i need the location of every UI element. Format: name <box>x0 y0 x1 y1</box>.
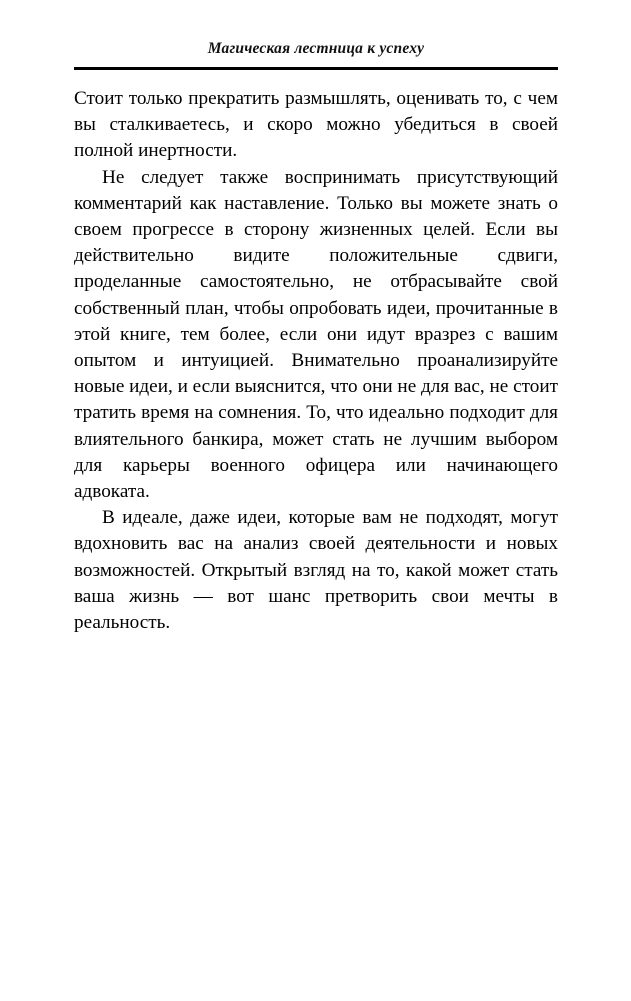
body-text <box>74 86 558 636</box>
paragraph-1: Стоит только прекратить размышлять, оценивать то, с чем вы сталкиваетесь, и скоро можно убедиться в своей полной инертности. <box>74 88 558 162</box>
page-content <box>74 40 558 636</box>
paragraph-2: Не следует также воспринимать присутствующий комментарий как наставление. Только вы можете знать о своем прогрессе в сторону жизненных целей. Если вы действительно видите положительные сдвиги, проделанные самостоятельно, не отбрасывайте свой собственный план, чтобы опробовать идеи, прочитанные в этой книге, тем более, если они идут вразрез с вашим опытом и интуицией. Внимательно проанализируйте новые идеи, и если выяснится, что они не для вас, не стоит тратить время на сомнения. То, что идеально подходит для влиятельного банкира, может стать не лучшим выбором для карьеры военного офицера или начинающего адвоката. <box>74 166 558 503</box>
header-rule <box>74 67 558 70</box>
paragraph-3: В идеале, даже идеи, которые вам не подходят, могут вдохновить вас на анализ своей деятельности и новых возможностей. Открытый взгляд на то, какой может стать ваша жизнь — вот шанс претворить свои мечты в реальность. <box>74 507 558 634</box>
running-head: Магическая лестница к успеху <box>207 40 425 57</box>
